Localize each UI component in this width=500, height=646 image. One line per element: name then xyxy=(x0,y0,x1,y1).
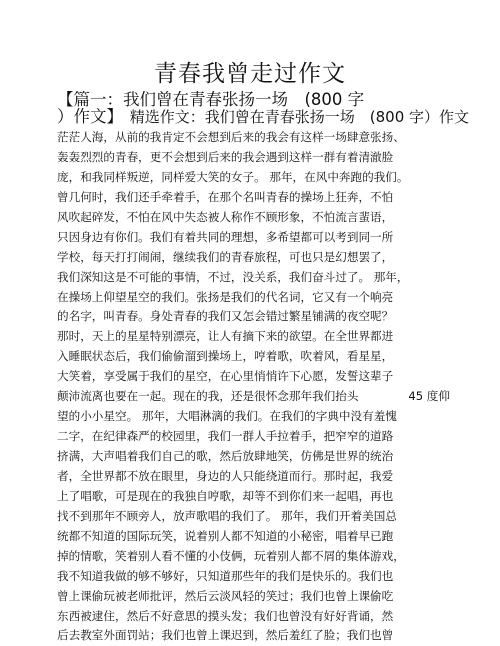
body-line: 庞，和我同样叛逆，同样爱大笑的女子。 那年，在风中奔跑的我们。 xyxy=(57,169,409,184)
body-line: 后去教室外面罚站；我们也曾上课迟到，然后羞红了脸；我们也曾 xyxy=(57,628,394,643)
body-line: 在操场上仰望星空的我们。张扬是我们的代名词，它又有一个响亮 xyxy=(57,289,394,304)
body-line: 大笑着，享受属于我们的星空，在心里悄悄许下心愿，发誓这辈子 xyxy=(57,369,394,384)
body-line: 上了唱歌，可是现在的我独自哼歌，却等不到你们来一起唱，再也 xyxy=(57,488,394,503)
body-line: 曾上课偷玩被老师批评，然后云淡风轻的笑过；我们也曾上课偷吃 xyxy=(57,588,394,603)
body-line: 入睡眠状态后，我们偷偷溜到操场上，哼着歌，吹着风，看星星， xyxy=(57,349,394,364)
body-line: 曾几何时，我们还手牵着手，在那个名叫青春的操场上狂奔，不怕 xyxy=(57,189,394,204)
body-line: 找不到那年不顾旁人，放声歌唱的我们了。 那年，我们开着美国总 xyxy=(57,508,397,523)
heading-subtitle: 精选作文：我们曾在青春张扬一场 (800 字）作文 xyxy=(114,108,470,126)
body-line: 风吹起碎发，不怕在风中失态被人称作不顾形象，不怕流言蜚语， xyxy=(57,209,394,224)
heading-suffix: ）作文】 xyxy=(57,107,115,126)
body-line xyxy=(57,387,450,407)
body-line-text: 颠沛流离也要在一起。现在的我，还是很怀念那年我们抬头 xyxy=(57,389,359,404)
body-line-right-fragment: 45 度仰 xyxy=(408,389,450,404)
body-line: 那时，天上的星星特别漂亮，让人有摘下来的欲望。在全世界都进 xyxy=(57,329,394,344)
page-title: 青春我曾走过作文 xyxy=(154,61,346,87)
body-line: 学校，每天打打闹闹，继续我们的青春旅程，可也只是幻想罢了， xyxy=(57,249,394,264)
body-line: 二字，在纪律森严的校园里，我们一群人手拉着手，把窄窄的道路 xyxy=(57,429,394,444)
body-line: 东西被逮住，然后不好意思的摸头发；我们也曾没有好好背诵，然 xyxy=(57,608,394,623)
body-line: 的名字，叫青春。身处青春的我们又怎会错过繁星铺满的夜空呢？ xyxy=(57,309,394,324)
article-heading-continued xyxy=(57,108,469,126)
article-body xyxy=(57,128,450,646)
article-heading: 【篇一：我们曾在青春张扬一场 (800 字 xyxy=(57,90,365,109)
body-line: 望的小小星空。 那年，大唱淋漓的我们。在我们的字典中没有羞愧 xyxy=(57,409,397,424)
body-line: 轰轰烈烈的青春，更不会想到后来的我会遇到这样一群有着清澈脸 xyxy=(57,149,394,164)
body-line: 掉的情歌，笑着别人看不懂的小伎俩，玩着别人都不屑的集体游戏， xyxy=(57,548,405,563)
body-line: 统都不知道的国际玩笑，说着别人都不知道的小秘密，唱着早已跑 xyxy=(57,528,394,543)
body-line: 我不知道我做的够不够好，只知道那些年的我们是快乐的。我们也 xyxy=(57,568,394,583)
body-line: 茫茫人海，从前的我肯定不会想到后来的我会有这样一场肆意张扬、 xyxy=(57,130,405,144)
body-line: 只因身边有你们。我们有着共同的理想，多希望都可以考到同一所 xyxy=(57,229,394,244)
body-line: 挤满，大声唱着我们自己的歌，然后放肆地笑，仿佛是世界的统治 xyxy=(57,449,394,463)
body-line: 者，全世界都不放在眼里，身边的人只能绕道而行。那时起，我爱 xyxy=(57,468,394,483)
body-line: 我们深知这是不可能的事情，不过，没关系，我们奋斗过了。 那年， xyxy=(57,269,409,284)
